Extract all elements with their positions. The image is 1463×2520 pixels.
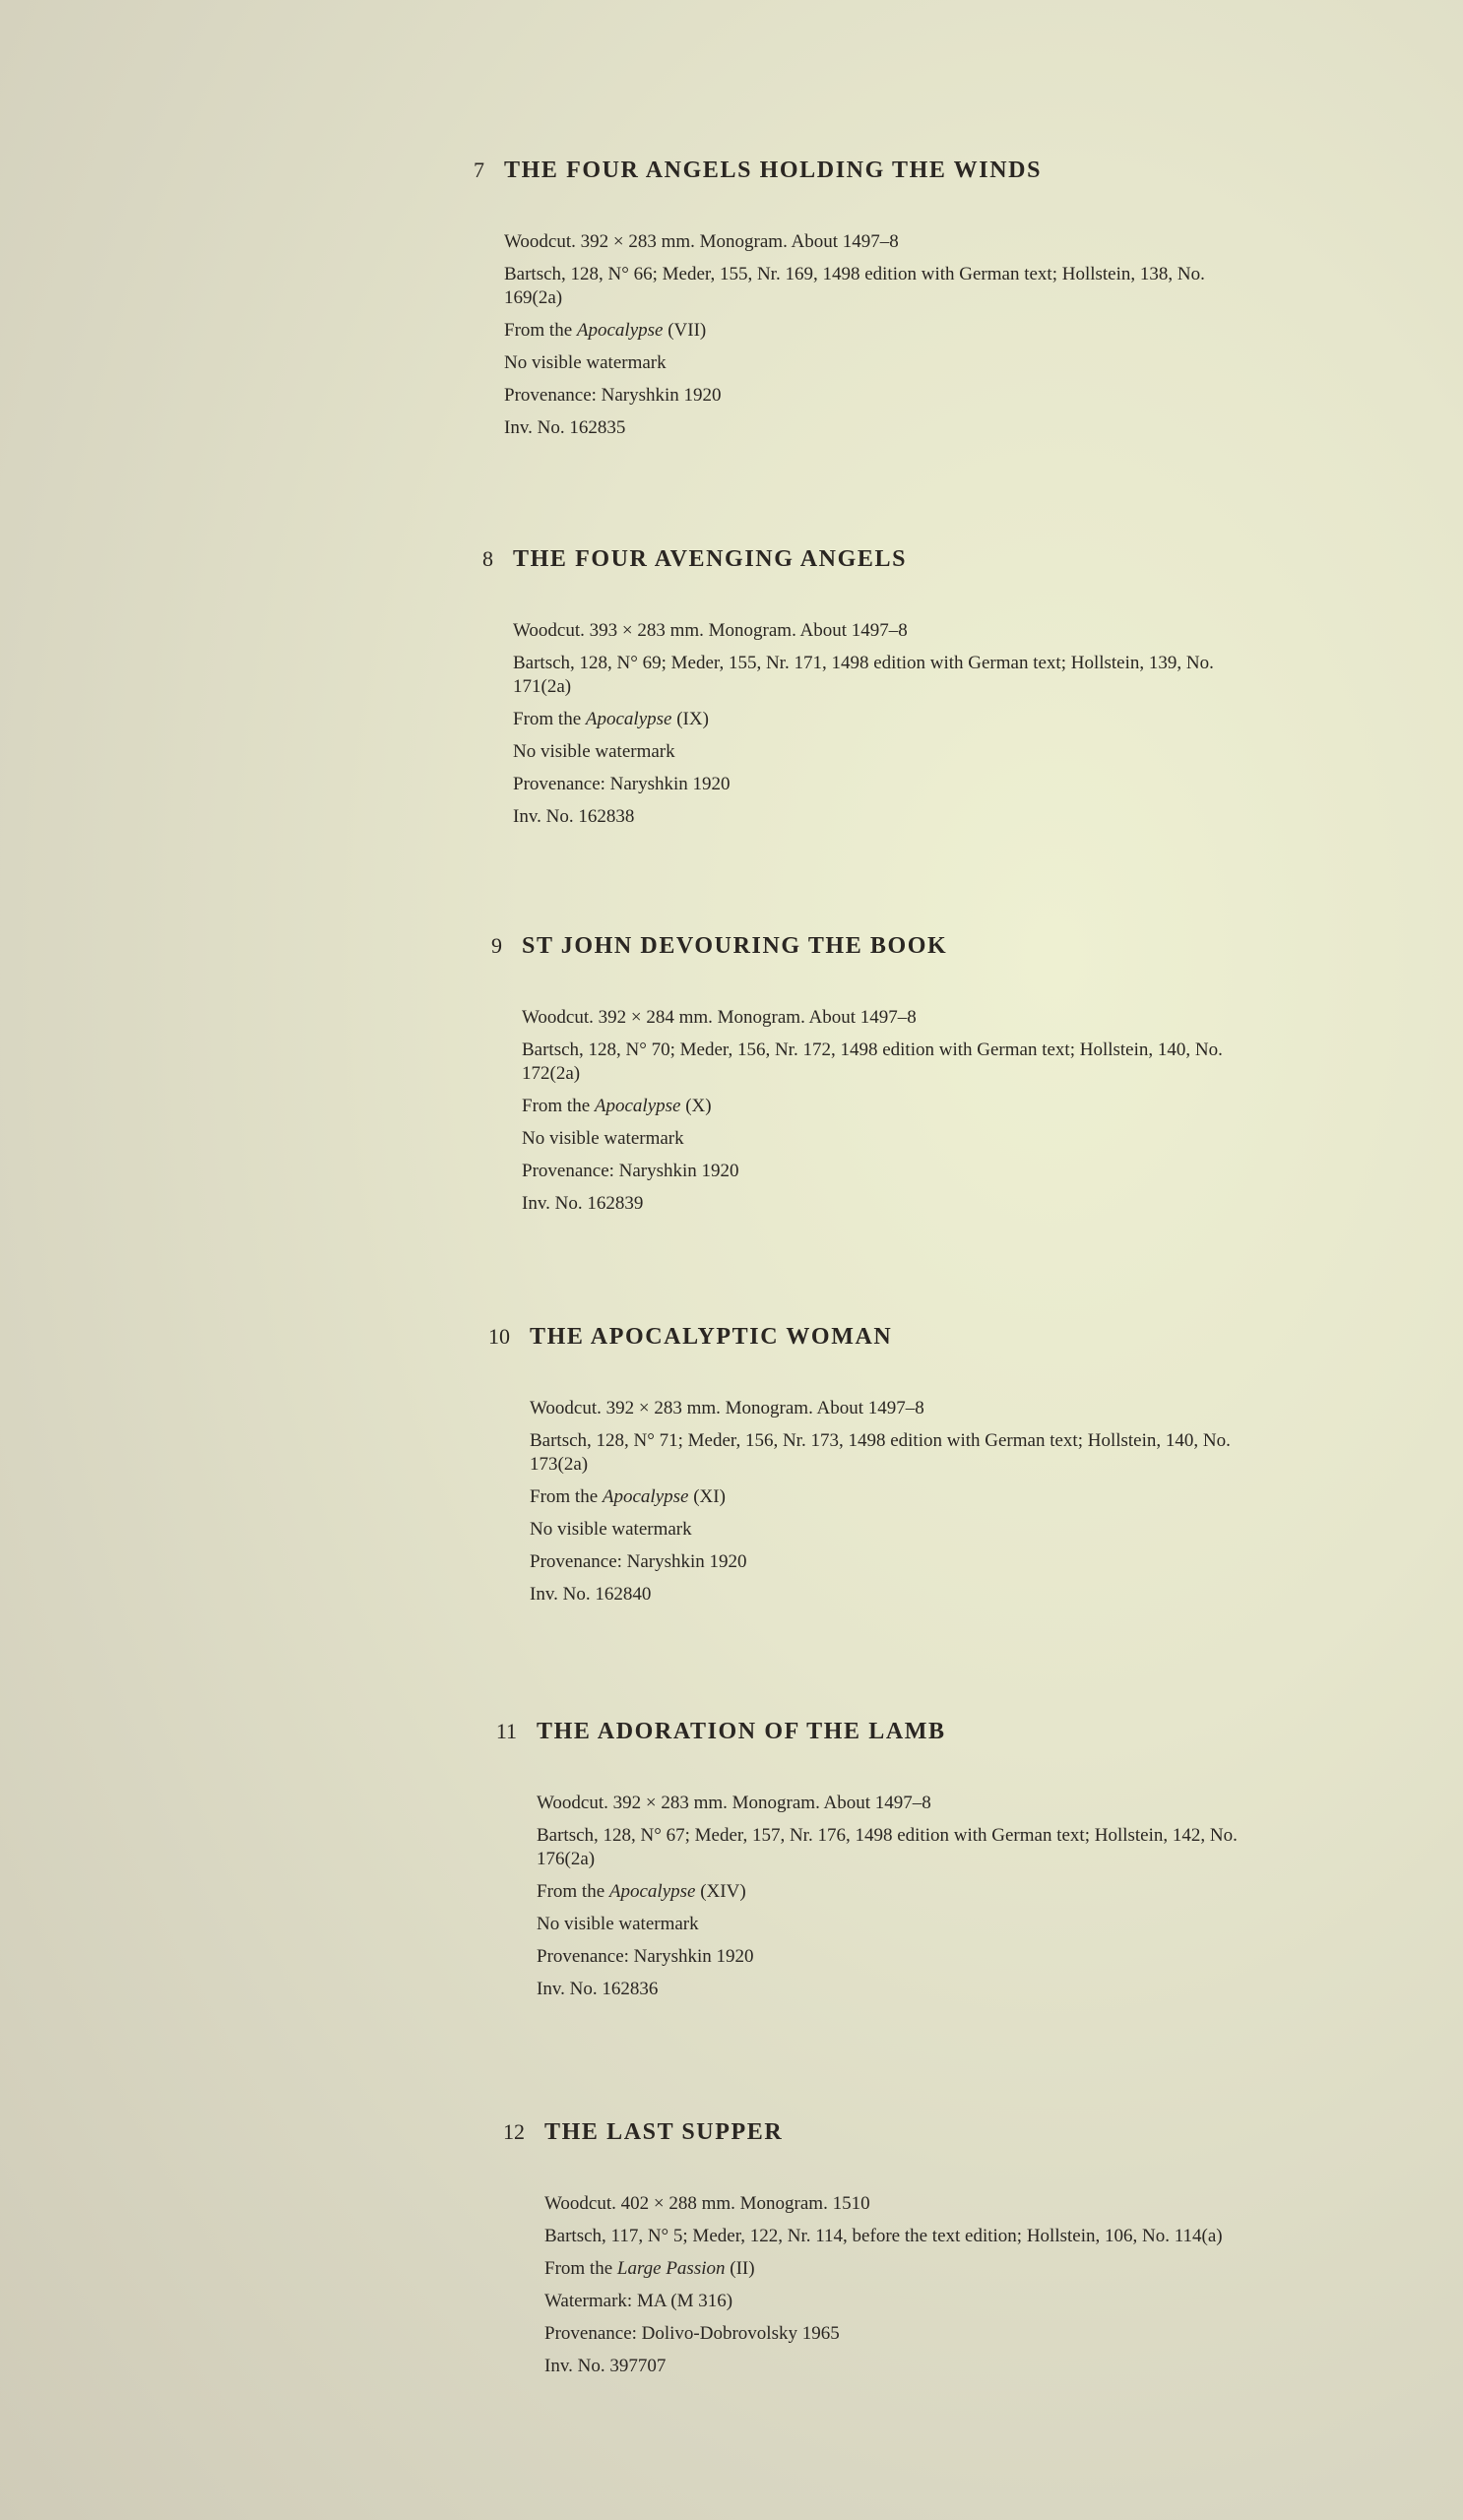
watermark-line: No visible watermark [537, 1914, 699, 1934]
entry-number: 8 [482, 546, 493, 571]
source-line [522, 1095, 1231, 1118]
entry-title: THE FOUR AVENGING ANGELS [513, 546, 908, 572]
inventory-line: Inv. No. 397707 [544, 2356, 667, 2376]
entry-title: THE LAST SUPPER [544, 2119, 784, 2145]
watermark-line: No visible watermark [513, 741, 675, 762]
technique-line: Woodcut. 393 × 283 mm. Monogram. About 1497–8 [513, 620, 908, 641]
source-line [513, 708, 1222, 731]
source-line [544, 2257, 1253, 2281]
watermark-line: No visible watermark [530, 1519, 692, 1540]
source-line [530, 1485, 1239, 1509]
source-prefix: From the [544, 2258, 613, 2279]
inventory-line: Inv. No. 162835 [504, 417, 626, 438]
source-work: Apocalypse [585, 709, 672, 729]
provenance-line: Provenance: Naryshkin 1920 [522, 1161, 739, 1181]
entry-details [504, 230, 1213, 440]
source-work: Large Passion [616, 2258, 726, 2279]
provenance-line: Provenance: Naryshkin 1920 [513, 774, 731, 794]
catalogue-entry-11 [495, 1717, 1245, 2010]
entry-details [513, 619, 1222, 829]
source-prefix: From the [522, 1096, 591, 1116]
catalogue-entry-9 [491, 931, 1231, 1225]
entry-details [530, 1397, 1239, 1606]
catalogue-entry-8 [482, 544, 1222, 838]
references-line: Bartsch, 128, N° 69; Meder, 155, Nr. 171, 1498 edition with German text; Hollstein, 139, No. 171(2a) [513, 653, 1214, 697]
references-line: Bartsch, 128, N° 67; Meder, 157, Nr. 176, 1498 edition with German text; Hollstein, 142, No. 176(2a) [537, 1825, 1238, 1869]
source-plate: (XI) [693, 1486, 726, 1507]
entry-title: THE FOUR ANGELS HOLDING THE WINDS [504, 158, 1043, 183]
entry-title: THE APOCALYPTIC WOMAN [530, 1324, 893, 1350]
entry-title: THE ADORATION OF THE LAMB [537, 1719, 946, 1744]
source-plate: (X) [685, 1096, 712, 1116]
references-line: Bartsch, 117, N° 5; Meder, 122, Nr. 114, before the text edition; Hollstein, 106, No. 114(a) [544, 2226, 1223, 2246]
source-plate: (II) [730, 2258, 755, 2279]
references-line: Bartsch, 128, N° 70; Meder, 156, Nr. 172, 1498 edition with German text; Hollstein, 140, No. 172(2a) [522, 1040, 1223, 1084]
source-plate: (VII) [668, 320, 707, 341]
watermark-line: No visible watermark [522, 1128, 684, 1149]
entry-details [544, 2192, 1253, 2378]
source-prefix: From the [537, 1881, 605, 1902]
inventory-line: Inv. No. 162836 [537, 1979, 659, 1999]
source-line [504, 319, 1213, 343]
references-line: Bartsch, 128, N° 66; Meder, 155, Nr. 169, 1498 edition with German text; Hollstein, 138, No. 169(2a) [504, 264, 1205, 308]
source-work: Apocalypse [594, 1096, 681, 1116]
entry-details [537, 1792, 1245, 2001]
inventory-line: Inv. No. 162839 [522, 1193, 644, 1214]
entry-number: 10 [488, 1324, 510, 1349]
catalogue-entry-10 [488, 1322, 1239, 1615]
watermark-line: No visible watermark [504, 352, 667, 373]
catalogue-entry-12 [503, 2117, 1253, 2387]
provenance-line: Provenance: Dolivo-Dobrovolsky 1965 [544, 2323, 840, 2344]
technique-line: Woodcut. 392 × 284 mm. Monogram. About 1497–8 [522, 1007, 917, 1028]
provenance-line: Provenance: Naryshkin 1920 [537, 1946, 754, 1967]
source-plate: (IX) [676, 709, 709, 729]
entry-number: 12 [503, 2119, 525, 2144]
source-prefix: From the [530, 1486, 599, 1507]
source-plate: (XIV) [700, 1881, 746, 1902]
entry-details [522, 1006, 1231, 1216]
source-work: Apocalypse [576, 320, 664, 341]
source-prefix: From the [513, 709, 582, 729]
entry-number: 9 [491, 933, 502, 958]
provenance-line: Provenance: Naryshkin 1920 [504, 385, 722, 406]
technique-line: Woodcut. 392 × 283 mm. Monogram. About 1497–8 [504, 231, 899, 252]
entry-number: 11 [495, 1719, 517, 1743]
references-line: Bartsch, 128, N° 71; Meder, 156, Nr. 173, 1498 edition with German text; Hollstein, 140, No. 173(2a) [530, 1430, 1231, 1475]
catalogue-entry-7 [474, 156, 1213, 449]
technique-line: Woodcut. 392 × 283 mm. Monogram. About 1497–8 [530, 1398, 924, 1418]
technique-line: Woodcut. 402 × 288 mm. Monogram. 1510 [544, 2193, 870, 2214]
inventory-line: Inv. No. 162840 [530, 1584, 652, 1605]
source-prefix: From the [504, 320, 573, 341]
inventory-line: Inv. No. 162838 [513, 806, 635, 827]
entry-number: 7 [474, 158, 484, 182]
source-line [537, 1880, 1245, 1904]
source-work: Apocalypse [608, 1881, 696, 1902]
source-work: Apocalypse [602, 1486, 689, 1507]
technique-line: Woodcut. 392 × 283 mm. Monogram. About 1497–8 [537, 1793, 931, 1813]
watermark-line: Watermark: MA (M 316) [544, 2291, 733, 2311]
entry-title: ST JOHN DEVOURING THE BOOK [522, 933, 948, 959]
provenance-line: Provenance: Naryshkin 1920 [530, 1551, 747, 1572]
